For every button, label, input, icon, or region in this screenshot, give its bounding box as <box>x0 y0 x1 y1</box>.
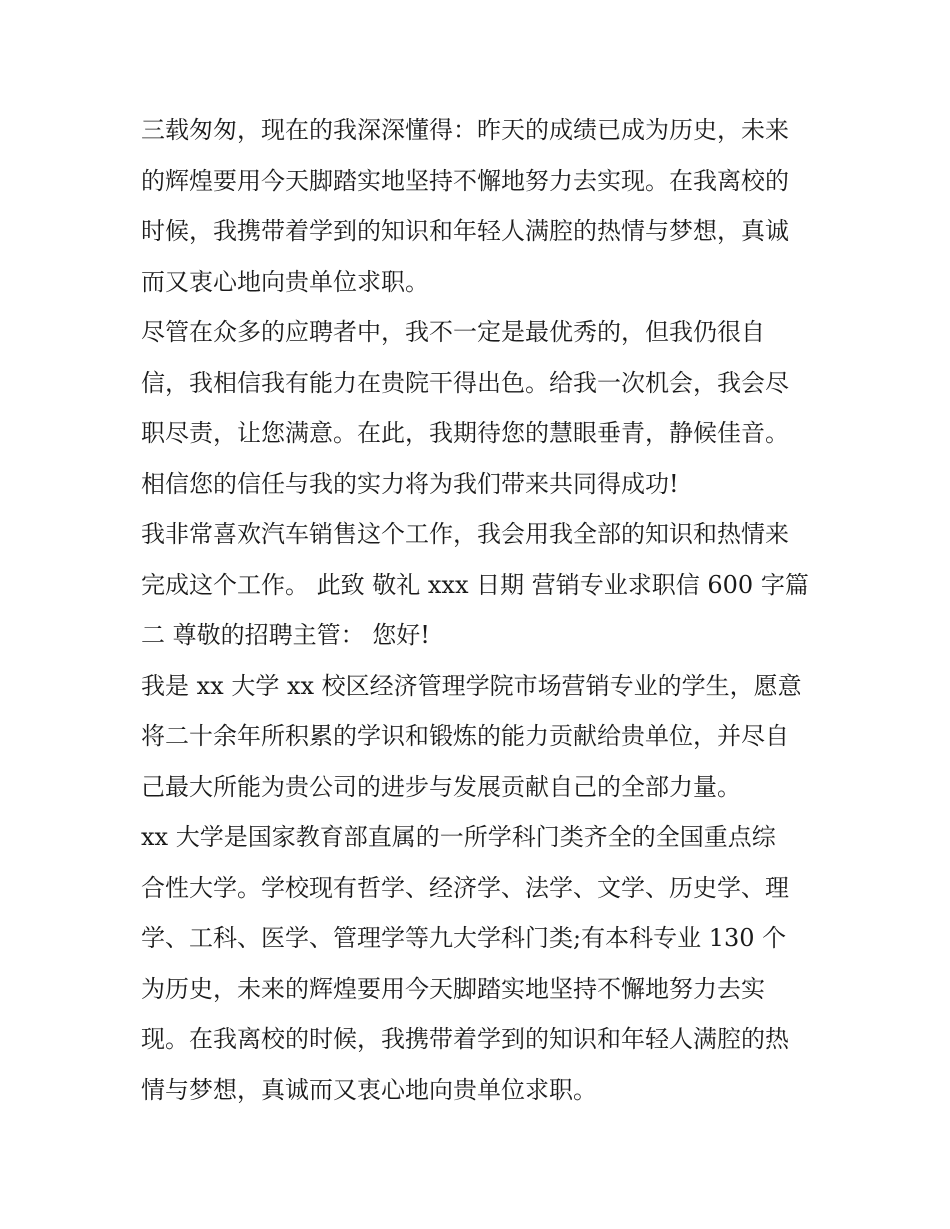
text-line: 己最大所能为贵公司的进步与发展贡献自己的全部力量。 <box>141 772 741 801</box>
text-line: 二 尊敬的招聘主管： 您好! <box>141 621 430 649</box>
text-line: 合性大学。学校现有哲学、经济学、法学、文学、历史学、理 <box>141 873 789 902</box>
text-line: 情与梦想，真诚而又衷心地向贵单位求职。 <box>141 1075 597 1104</box>
text-line: 而又衷心地向贵单位求职。 <box>141 267 429 296</box>
text-line: xx 大学是国家教育部直属的一所学科门类齐全的全国重点综 <box>141 823 776 851</box>
text-line: 将二十余年所积累的学识和锻炼的能力贡献给贵单位，并尽自 <box>141 722 789 750</box>
text-line: 完成这个工作。 此致 敬礼 xxx 日期 营销专业求职信 600 字篇 <box>141 570 809 599</box>
text-line: 三载匆匆，现在的我深深懂得：昨天的成绩已成为历史，未来 <box>141 116 789 144</box>
text-line: 相信您的信任与我的实力将为我们带来共同得成功! <box>141 469 679 498</box>
text-line: 学、工科、医学、管理学等九大学科门类;有本科专业 130 个 <box>141 924 787 952</box>
text-line: 职尽责，让您满意。在此，我期待您的慧眼垂青，静候佳音。 <box>141 419 789 447</box>
text-line: 信，我相信我有能力在贵院干得出色。给我一次机会，我会尽 <box>141 368 789 397</box>
text-line: 我非常喜欢汽车销售这个工作，我会用我全部的知识和热情来 <box>141 520 789 548</box>
document-body <box>141 105 821 1115</box>
text-line: 为历史，未来的辉煌要用今天脚踏实地坚持不懈地努力去实 <box>141 974 765 1003</box>
text-line: 我是 xx 大学 xx 校区经济管理学院市场营销专业的学生，愿意 <box>141 671 802 700</box>
text-line: 尽管在众多的应聘者中，我不一定是最优秀的，但我仍很自 <box>141 318 765 346</box>
text-line: 时候，我携带着学到的知识和年轻人满腔的热情与梦想，真诚 <box>141 217 789 245</box>
text-line: 的辉煌要用今天脚踏实地坚持不懈地努力去实现。在我离校的 <box>141 166 789 195</box>
text-line: 现。在我离校的时候，我携带着学到的知识和年轻人满腔的热 <box>141 1025 789 1053</box>
